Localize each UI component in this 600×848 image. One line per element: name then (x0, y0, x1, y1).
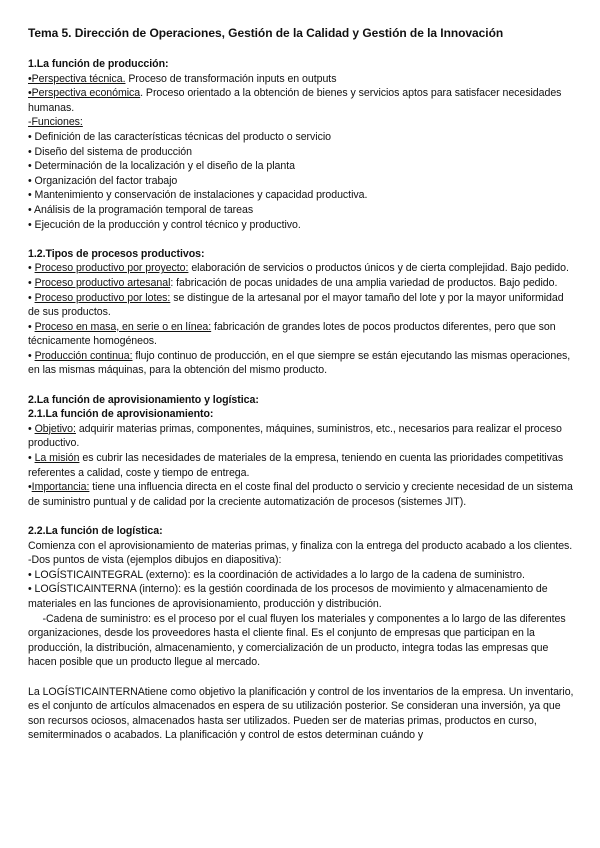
perspectiva-tecnica (28, 72, 574, 87)
bullet: • (28, 291, 35, 304)
funciones-label: -Funciones: (28, 116, 83, 129)
section-1-heading: 1.La función de producción: (28, 58, 169, 70)
item-label: Proceso productivo por lotes: (34, 291, 171, 304)
item-label: La misión (34, 452, 80, 465)
item-text: adquirir materias primas, componentes, máquines, suministros, etc., necesarios para realizar el proceso productivo. (28, 422, 562, 450)
list-item: • Diseño del sistema de producción (28, 145, 192, 158)
section-2-1-heading: 2.1.La función de aprovisionamiento: (28, 408, 214, 421)
perspectiva-economica (28, 86, 574, 115)
item-label: Proceso productivo artesanal (34, 276, 171, 289)
list-item (28, 451, 574, 480)
cadena-suministro: -Cadena de suministro: es el proceso por el cual fluyen los materiales y componentes a lo largo de las diferentes organizaciones, desde los proveedores hasta el cliente final. Es el conjunto de empresas que participan en la producción, la distribución, almacenamiento, y comercialización de un producto, integra todas las empresas que hacen posible que un producto llegue al mercado. (28, 612, 569, 669)
section-2-2-heading: 2.2.La función de logística: (28, 525, 163, 537)
list-item (28, 422, 574, 451)
item-label: Proceso en masa, en serie o en línea: (34, 320, 212, 333)
list-item (28, 276, 574, 291)
list-item: • Análisis de la programación temporal de tareas (28, 203, 254, 216)
list-item (28, 480, 574, 509)
perspectiva-tecnica-label: •Perspectiva técnica. (28, 72, 126, 85)
list-item: • Determinación de la localización y el diseño de la planta (28, 160, 295, 173)
logistica-intro: Comienza con el aprovisionamiento de materias primas, y finaliza con la entrega del producto acabado a los clientes. (28, 539, 573, 552)
bullet: • (28, 481, 32, 494)
item-text: : fabricación de pocas unidades de una amplia variedad de productos. Bajo pedido. (170, 276, 558, 289)
item-text: flujo continuo de producción, en el que siempre se están ejecutando las mismas operaciones, en las mismas máquinas, para la obtención del mismo producto. (28, 349, 571, 377)
item-text: es cubrir las necesidades de materiales de la empresa, teniendo en cuenta las prioridades competitivas referentes a calidad, coste y tiempo de entrega. (28, 452, 564, 479)
perspectiva-economica-label: •Perspectiva económica (28, 87, 141, 100)
section-2-heading: 2.La función de aprovisionamiento y logística: (28, 393, 259, 406)
list-item (28, 291, 574, 320)
logistica-interna: • LOGÍSTICAINTERNA (interno): es la gestión coordinada de los procesos de movimiento y almacenamiento de materiales en las funciones de aprovisionamiento, producción y distribución. (28, 583, 548, 610)
list-item: • Organización del factor trabajo (28, 174, 178, 187)
bullet: • (28, 276, 35, 289)
bullet: • (28, 422, 35, 435)
list-item (28, 320, 574, 349)
list-item (28, 349, 574, 378)
item-label: Importancia: (31, 481, 90, 494)
list-item (28, 261, 574, 276)
bullet: • (28, 262, 35, 275)
bullet: • (28, 452, 35, 465)
item-label: Objetivo: (34, 422, 76, 435)
document-title: Tema 5. Dirección de Operaciones, Gestión de la Calidad y Gestión de la Innovación (28, 26, 504, 40)
item-text: elaboración de servicios o productos únicos y de cierta complejidad. Bajo pedido. (188, 262, 569, 275)
item-label: Producción continua: (34, 349, 133, 362)
logistica-integral: • LOGÍSTICAINTEGRAL (externo): es la coordinación de actividades a lo largo de la cadena de suministro. (28, 568, 525, 581)
document-page (28, 26, 574, 743)
section-1-2-heading: 1.2.Tipos de procesos productivos: (28, 247, 205, 260)
list-item: • Ejecución de la producción y control técnico y productivo. (28, 218, 301, 231)
item-text: fabricación de grandes lotes de pocos productos diferentes, pero que son técnicamente homogéneos. (28, 320, 556, 348)
bullet: • (28, 320, 35, 333)
perspectiva-tecnica-text: Proceso de transformación inputs en outputs (125, 72, 337, 85)
perspectiva-economica-text: . Proceso orientado a la obtención de bienes y servicios aptos para satisfacer necesidades humanas. (28, 87, 562, 114)
item-text: tiene una influencia directa en el coste final del producto o servicio y creciente necesidad de un sistema de suministro puntual y de calidad por la creciente automatización de procesos (sistemes JIT). (28, 481, 573, 508)
item-label: Proceso productivo por proyecto: (34, 262, 189, 275)
list-item: • Definición de las características técnicas del producto o servicio (28, 130, 331, 143)
closing-paragraph: La LOGÍSTICAINTERNAtiene como objetivo la planificación y control de los inventarios de la empresa. Un inventario, es el conjunto de artículos almacenados en espera de su utilización posterior. Se consideran una inversión, ya que son recursos ociosos, almacenados hasta ser utilizados. Pueden ser de materias primas, productos en curso, semiterminados o acabados. La planificación y control de estos determinan cuándo y (28, 685, 574, 742)
bullet: • (28, 349, 35, 362)
dos-puntos: -Dos puntos de vista (ejemplos dibujos en diapositiva): (28, 554, 282, 567)
list-item: • Mantenimiento y conservación de instalaciones y capacidad productiva. (28, 189, 368, 202)
item-text: se distingue de la artesanal por el mayor tamaño del lote y por la mayor uniformidad de sus productos. (28, 291, 564, 319)
